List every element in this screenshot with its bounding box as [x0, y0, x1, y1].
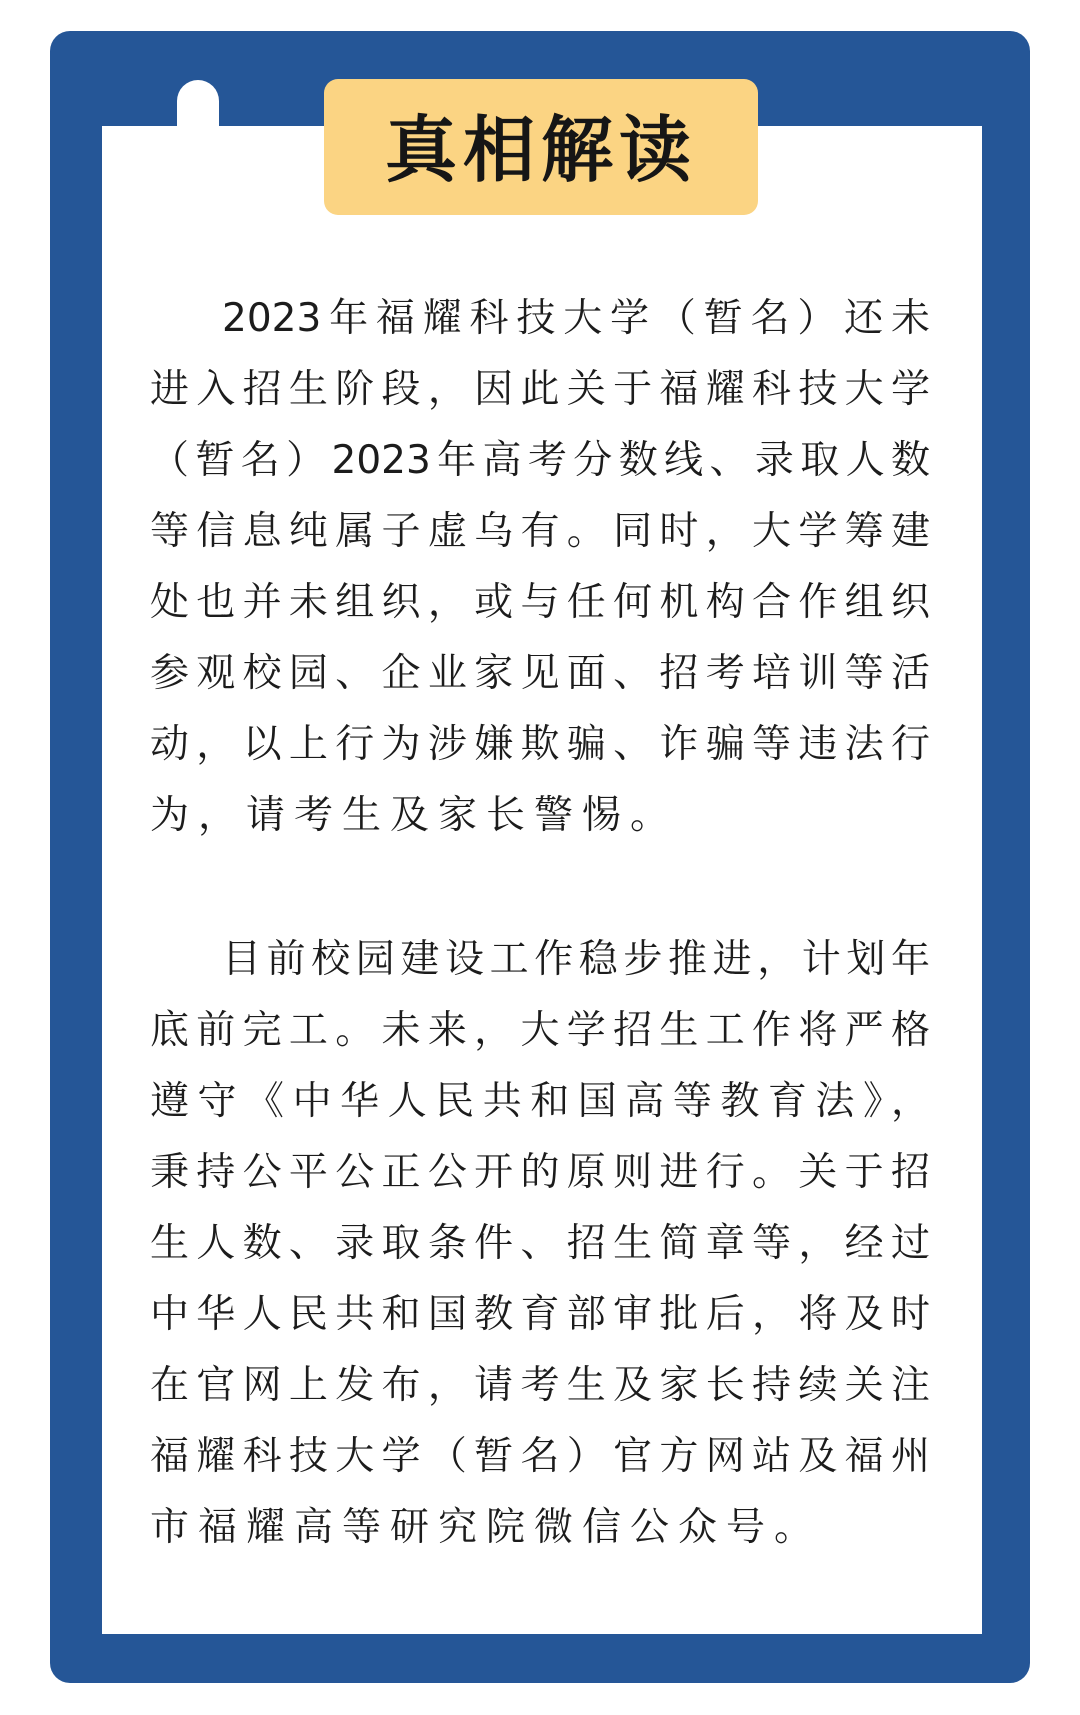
paragraph-line: 处也并未组织，或与任何机构合作组织 [150, 580, 930, 625]
paragraph-spacer [150, 851, 930, 924]
paragraph-line: 生人数、录取条件、招生简章等，经过 [150, 1221, 930, 1266]
page-title: 真相解读 [384, 108, 697, 192]
paragraph-line: 为，请考生及家长警惕。 [150, 793, 679, 838]
paragraph-line: 在官网上发布，请考生及家长持续关注 [150, 1363, 930, 1408]
paragraph-line: 参观校园、企业家见面、招考培训等活 [150, 651, 930, 696]
paragraph-line: 2023年福耀科技大学（暂名）还未 [222, 296, 930, 341]
paragraph-2 [150, 924, 930, 1563]
paragraph-line: 目前校园建设工作稳步推进，计划年 [222, 937, 930, 982]
paragraph-line: 底前完工。未来，大学招生工作将严格 [150, 1008, 930, 1053]
paragraph-line: 福耀科技大学（暂名）官方网站及福州 [150, 1434, 930, 1479]
paragraph-line: 中华人民共和国教育部审批后，将及时 [150, 1292, 930, 1337]
paragraph-line: （暂名）2023年高考分数线、录取人数 [150, 438, 930, 483]
paragraph-line: 遵守《中华人民共和国高等教育法》， [150, 1079, 930, 1124]
notice-body [150, 283, 930, 1563]
paragraph-line: 秉持公平公正公开的原则进行。关于招 [150, 1150, 930, 1195]
paragraph-line: 进入招生阶段，因此关于福耀科技大学 [150, 367, 930, 412]
title-banner [324, 79, 758, 215]
paragraph-1 [150, 283, 930, 851]
paragraph-line: 等信息纯属子虚乌有。同时，大学筹建 [150, 509, 930, 554]
paragraph-line: 市福耀高等研究院微信公众号。 [150, 1505, 823, 1550]
paragraph-line: 动，以上行为涉嫌欺骗、诈骗等违法行 [150, 722, 930, 767]
